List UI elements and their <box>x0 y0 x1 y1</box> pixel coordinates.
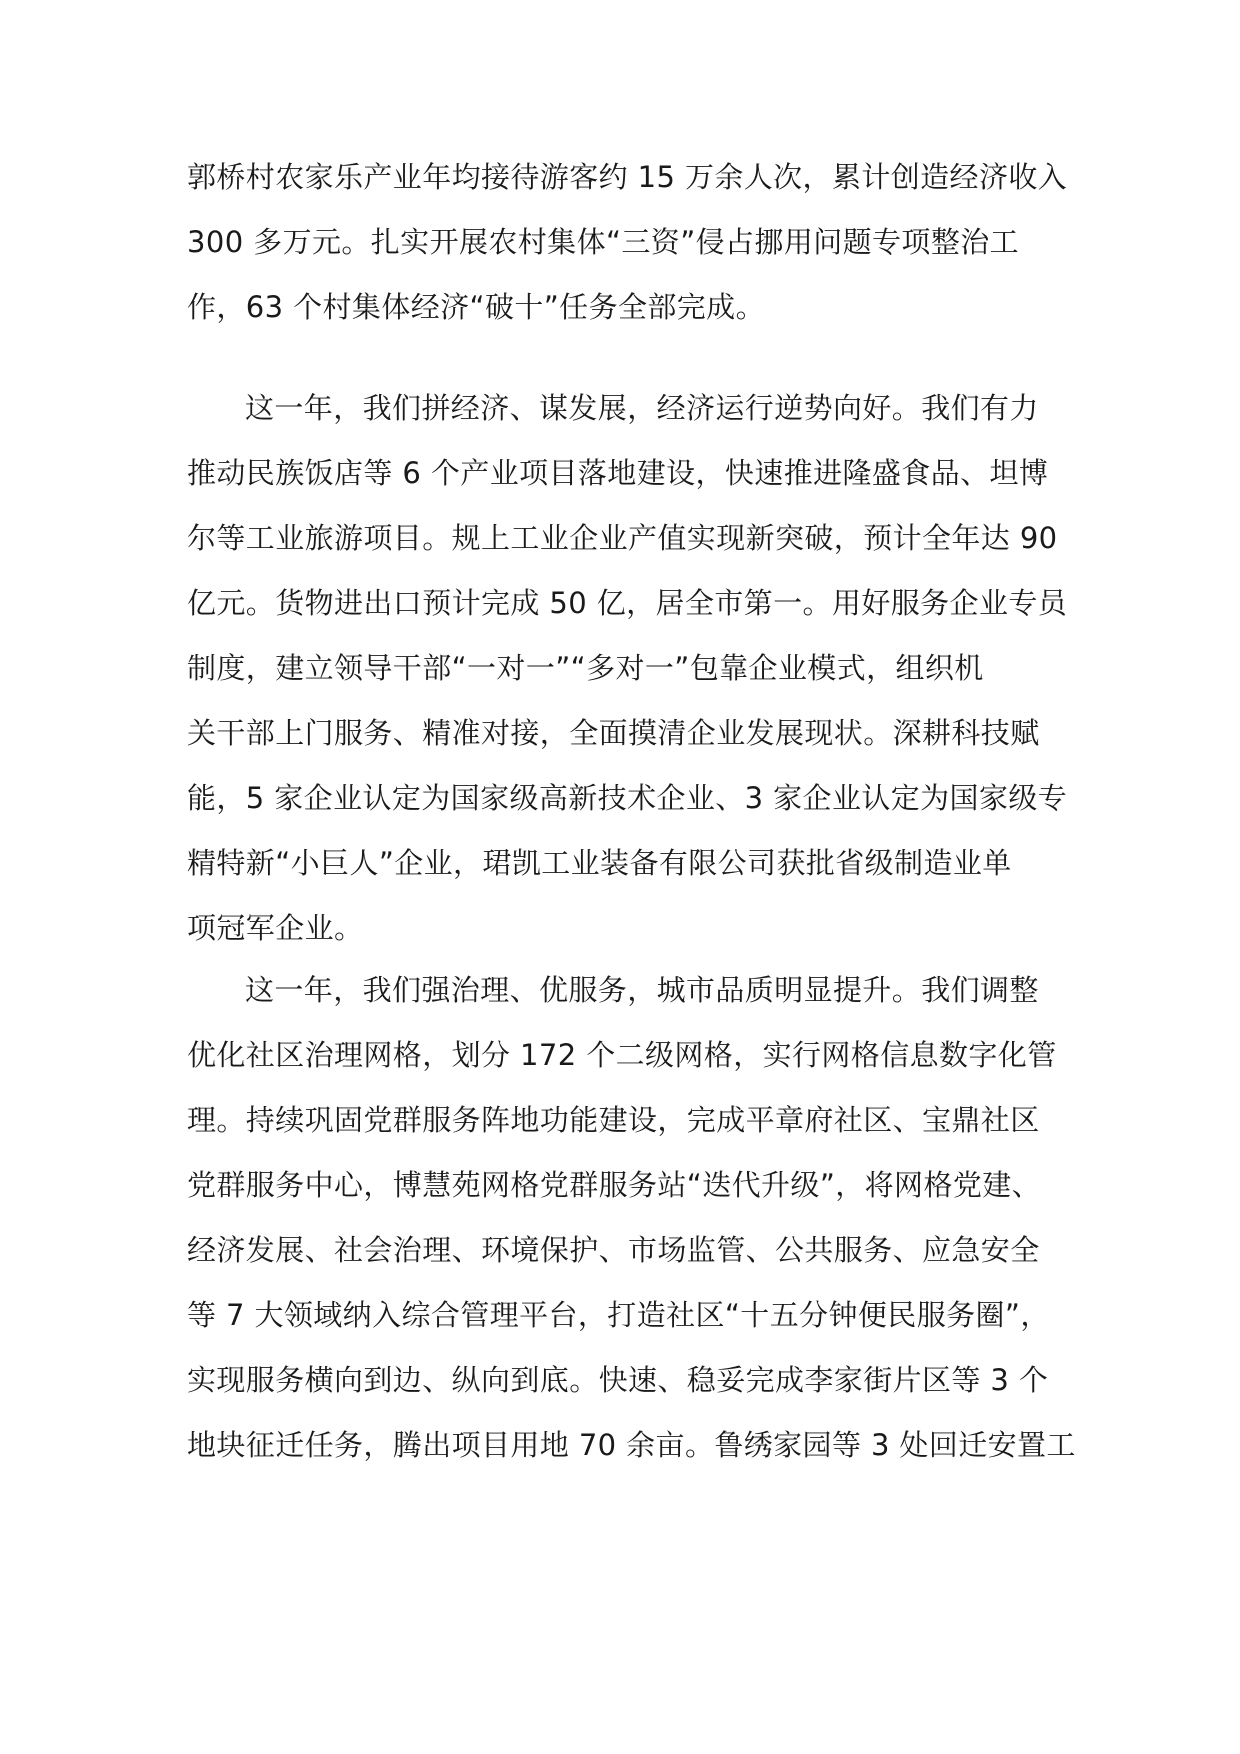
paragraph-line: 精特新“小巨人”企业，珺凯工业装备有限公司获批省级制造业单 <box>187 846 1012 880</box>
paragraph-line: 地块征迁任务，腾出项目用地 70 余亩。鲁绣家园等 3 处回迁安置工 <box>187 1428 1076 1462</box>
paragraph-line: 理。持续巩固党群服务阵地功能建设，完成平章府社区、宝鼎社区 <box>187 1103 1040 1137</box>
paragraph-line: 郭桥村农家乐产业年均接待游客约 15 万余人次，累计创造经济收入 <box>187 160 1068 194</box>
paragraph-line: 优化社区治理网格，划分 172 个二级网格，实行网格信息数字化管 <box>187 1038 1057 1072</box>
paragraph-line: 关干部上门服务、精准对接，全面摸清企业发展现状。深耕科技赋 <box>187 716 1040 750</box>
paragraph-line: 300 多万元。扎实开展农村集体“三资”侵占挪用问题专项整治工 <box>187 225 1020 259</box>
paragraph-2 <box>187 376 1067 961</box>
paragraph-line: 经济发展、社会治理、环境保护、市场监管、公共服务、应急安全 <box>187 1233 1040 1267</box>
paragraph-line: 这一年，我们强治理、优服务，城市品质明显提升。我们调整 <box>245 973 1039 1007</box>
paragraph-line: 尔等工业旅游项目。规上工业企业产值实现新突破，预计全年达 90 <box>187 521 1058 555</box>
paragraph-line: 实现服务横向到边、纵向到底。快速、稳妥完成李家街片区等 3 个 <box>187 1363 1049 1397</box>
paragraph-line: 党群服务中心，博慧苑网格党群服务站“迭代升级”，将网格党建、 <box>187 1168 1042 1202</box>
paragraph-3 <box>187 958 1076 1478</box>
paragraph-line: 项冠军企业。 <box>187 911 364 945</box>
paragraph-line: 制度，建立领导干部“一对一”“多对一”包靠企业模式，组织机 <box>187 651 984 685</box>
paragraph-line: 等 7 大领域纳入综合管理平台，打造社区“十五分钟便民服务圈”， <box>187 1298 1050 1332</box>
paragraph-line: 亿元。货物进出口预计完成 50 亿，居全市第一。用好服务企业专员 <box>187 586 1068 620</box>
paragraph-line: 推动民族饭店等 6 个产业项目落地建设，快速推进隆盛食品、坦博 <box>187 456 1049 490</box>
paragraph-1 <box>187 145 1067 340</box>
paragraph-line: 这一年，我们拼经济、谋发展，经济运行逆势向好。我们有力 <box>245 391 1039 425</box>
paragraph-line: 作，63 个村集体经济“破十”任务全部完成。 <box>187 290 765 324</box>
paragraph-line: 能，5 家企业认定为国家级高新技术企业、3 家企业认定为国家级专 <box>187 781 1068 815</box>
